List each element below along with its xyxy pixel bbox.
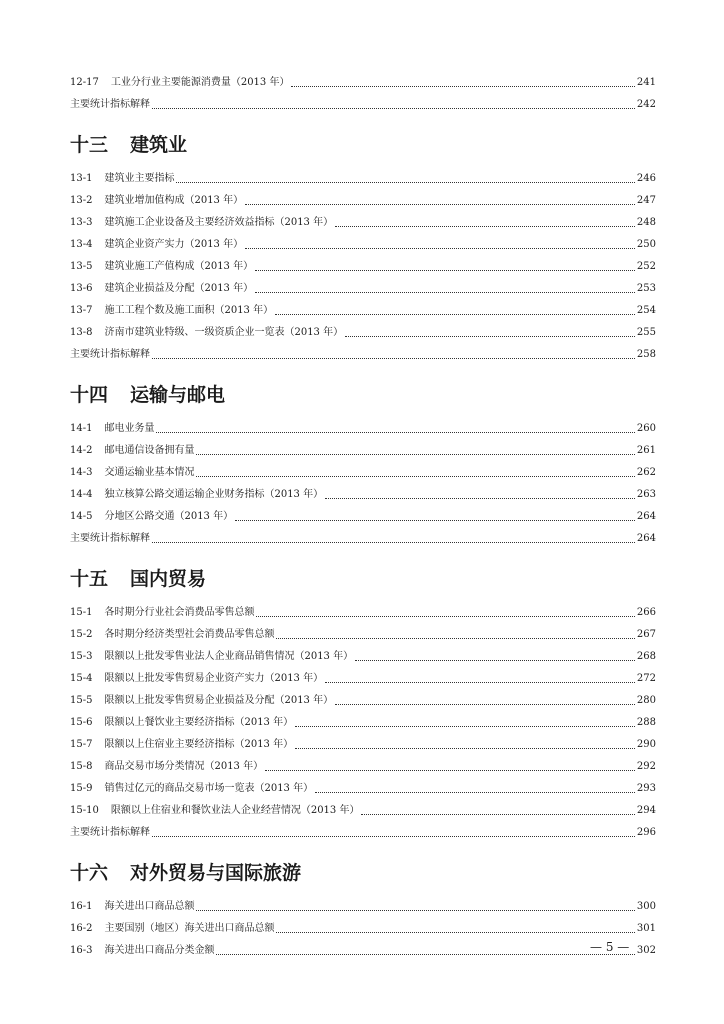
section-number: 十三 [70, 133, 109, 156]
dot-leader [361, 814, 634, 815]
dot-leader [196, 476, 634, 477]
section-title: 建筑业 [130, 133, 188, 156]
toc-entry-page: 267 [636, 629, 656, 640]
toc-entry-title: 主要统计指标解释 [70, 533, 150, 544]
toc-entry-page: 272 [636, 673, 656, 684]
toc-entry[interactable] [70, 256, 656, 274]
toc-entry-page: 264 [636, 511, 656, 522]
section-heading [70, 128, 187, 158]
toc-entry[interactable] [70, 624, 656, 642]
toc-entry[interactable] [70, 344, 656, 362]
toc-entry-number: 14-3 [70, 467, 93, 478]
page-number: — 5 — [590, 940, 630, 954]
toc-entry[interactable] [70, 190, 656, 208]
toc-entry-number: 13-1 [70, 173, 93, 184]
toc-entry-title: 独立核算公路交通运输企业财务指标（2013 年） [104, 489, 324, 500]
dot-leader [276, 932, 634, 933]
dot-leader [255, 270, 635, 271]
toc-entry-number: 14-5 [70, 511, 93, 522]
toc-entry-title: 限额以上住宿业主要经济指标（2013 年） [104, 739, 294, 750]
section-number: 十六 [70, 861, 109, 884]
toc-entry-number: 15-9 [70, 783, 93, 794]
toc-entry-number: 15-4 [70, 673, 93, 684]
toc-entry-title: 建筑企业资产实力（2013 年） [104, 239, 244, 250]
toc-entry-title: 主要统计指标解释 [70, 99, 150, 110]
toc-entry-title: 限额以上批发零售业法人企业商品销售情况（2013 年） [104, 651, 354, 662]
toc-entry-number: 15-7 [70, 739, 93, 750]
toc-entry-number: 15-1 [70, 607, 93, 618]
toc-entry-number: 15-3 [70, 651, 93, 662]
toc-entry-number: 16-1 [70, 901, 93, 912]
toc-entry[interactable] [70, 462, 656, 480]
toc-entry-page: 246 [636, 173, 656, 184]
dot-leader [295, 726, 635, 727]
dot-leader [291, 86, 634, 87]
toc-entry-title: 建筑施工企业设备及主要经济效益指标（2013 年） [104, 217, 334, 228]
toc-entry-page: 296 [636, 827, 656, 838]
toc-entry[interactable] [70, 418, 656, 436]
section-title: 对外贸易与国际旅游 [130, 861, 302, 884]
toc-entry-page: 268 [636, 651, 656, 662]
toc-entry-title: 济南市建筑业特级、一级资质企业一览表（2013 年） [104, 327, 344, 338]
toc-entry-page: 260 [636, 423, 656, 434]
section-title: 国内贸易 [130, 567, 207, 590]
dot-leader [216, 954, 634, 955]
toc-entry[interactable] [70, 506, 656, 524]
toc-entry-title: 主要统计指标解释 [70, 349, 150, 360]
section-number: 十五 [70, 567, 109, 590]
toc-entry-page: 262 [636, 467, 656, 478]
toc-entry[interactable] [70, 822, 656, 840]
toc-entry[interactable] [70, 712, 656, 730]
dot-leader [295, 748, 635, 749]
toc-entry[interactable] [70, 646, 656, 664]
toc-entry[interactable] [70, 940, 656, 958]
dot-leader [152, 108, 635, 109]
toc-entry-number: 15-8 [70, 761, 93, 772]
dot-leader [325, 682, 635, 683]
dot-leader [335, 226, 635, 227]
dot-leader [245, 204, 635, 205]
dot-leader [196, 910, 634, 911]
toc-entry[interactable] [70, 278, 656, 296]
toc-entry[interactable] [70, 212, 656, 230]
toc-entry-page: 250 [636, 239, 656, 250]
toc-entry-number: 15-5 [70, 695, 93, 706]
toc-entry[interactable] [70, 484, 656, 502]
dot-leader [152, 542, 635, 543]
dot-leader [335, 704, 635, 705]
toc-entry-title: 限额以上住宿业和餐饮业法人企业经营情况（2013 年） [110, 805, 360, 816]
toc-entry-number: 13-3 [70, 217, 93, 228]
toc-entry-page: 241 [636, 77, 656, 88]
toc-entry-page: 264 [636, 533, 656, 544]
toc-entry[interactable] [70, 234, 656, 252]
toc-entry[interactable] [70, 322, 656, 340]
dot-leader [265, 770, 635, 771]
toc-entry-number: 16-2 [70, 923, 93, 934]
toc-entry[interactable] [70, 528, 656, 546]
toc-entry-title: 建筑业施工产值构成（2013 年） [104, 261, 254, 272]
toc-entry-page: 248 [636, 217, 656, 228]
dot-leader [355, 660, 635, 661]
toc-entry-number: 14-4 [70, 489, 93, 500]
toc-entry[interactable] [70, 918, 656, 936]
toc-entry[interactable] [70, 896, 656, 914]
toc-entry-title: 主要统计指标解释 [70, 827, 150, 838]
toc-entry-title: 海关进出口商品总额 [104, 901, 195, 912]
toc-entry-page: 252 [636, 261, 656, 272]
toc-entry-page: 300 [636, 901, 656, 912]
section-heading [70, 856, 301, 886]
dot-leader [235, 520, 635, 521]
toc-entry-number: 13-2 [70, 195, 93, 206]
dot-leader [245, 248, 635, 249]
dot-leader [152, 358, 635, 359]
toc-entry[interactable] [70, 690, 656, 708]
dot-leader [152, 836, 635, 837]
toc-entry[interactable] [70, 756, 656, 774]
toc-entry-page: 242 [636, 99, 656, 110]
toc-entry-title: 商品交易市场分类情况（2013 年） [104, 761, 264, 772]
section-number: 十四 [70, 383, 109, 406]
toc-entry[interactable] [70, 94, 656, 112]
dot-leader [156, 432, 634, 433]
toc-entry-title: 限额以上批发零售贸易企业资产实力（2013 年） [104, 673, 324, 684]
toc-entry[interactable] [70, 778, 656, 796]
toc-entry[interactable] [70, 800, 656, 818]
toc-entry-number: 14-2 [70, 445, 93, 456]
toc-entry-number: 13-4 [70, 239, 93, 250]
toc-entry-page: 261 [636, 445, 656, 456]
section-heading [70, 562, 206, 592]
toc-entry[interactable] [70, 300, 656, 318]
toc-entry-number: 13-7 [70, 305, 93, 316]
dot-leader [275, 314, 635, 315]
dot-leader [325, 498, 635, 499]
toc-entry-number: 13-8 [70, 327, 93, 338]
toc-entry-page: 266 [636, 607, 656, 618]
dot-leader [276, 638, 634, 639]
toc-entry[interactable] [70, 440, 656, 458]
toc-entry-title: 主要国别（地区）海关进出口商品总额 [104, 923, 275, 934]
section-title: 运输与邮电 [130, 383, 226, 406]
toc-entry-page: 258 [636, 349, 656, 360]
toc-entry-title: 建筑企业损益及分配（2013 年） [104, 283, 254, 294]
toc-entry-page: 294 [636, 805, 656, 816]
toc-entry-page: 293 [636, 783, 656, 794]
toc-entry-page: 292 [636, 761, 656, 772]
toc-entry[interactable] [70, 168, 656, 186]
toc-entry-title: 限额以上餐饮业主要经济指标（2013 年） [104, 717, 294, 728]
toc-entry-page: 301 [636, 923, 656, 934]
toc-entry-title: 销售过亿元的商品交易市场一览表（2013 年） [104, 783, 314, 794]
toc-entry-number: 16-3 [70, 945, 93, 956]
toc-entry-title: 交通运输业基本情况 [104, 467, 195, 478]
dot-leader [256, 616, 634, 617]
toc-entry-title: 各时期分经济类型社会消费品零售总额 [104, 629, 275, 640]
toc-entry-number: 15-6 [70, 717, 93, 728]
toc-entry-title: 限额以上批发零售贸易企业损益及分配（2013 年） [104, 695, 334, 706]
section-heading [70, 378, 225, 408]
toc-entry-page: 280 [636, 695, 656, 706]
toc-entry-page: 247 [636, 195, 656, 206]
toc-entry-page: 255 [636, 327, 656, 338]
toc-entry-title: 工业分行业主要能源消费量（2013 年） [110, 77, 290, 88]
dot-leader [345, 336, 635, 337]
toc-entry[interactable] [70, 734, 656, 752]
toc-entry-title: 建筑业增加值构成（2013 年） [104, 195, 244, 206]
toc-entry-title: 各时期分行业社会消费品零售总额 [104, 607, 255, 618]
toc-entry-number: 15-10 [70, 805, 99, 816]
toc-entry-title: 邮电业务量 [104, 423, 155, 434]
toc-entry-number: 12-17 [70, 77, 99, 88]
toc-entry-title: 分地区公路交通（2013 年） [104, 511, 234, 522]
toc-entry-title: 邮电通信设备拥有量 [104, 445, 195, 456]
toc-entry-page: 254 [636, 305, 656, 316]
toc-entry[interactable] [70, 668, 656, 686]
dot-leader [196, 454, 634, 455]
toc-entry-page: 288 [636, 717, 656, 728]
toc-entry-title: 施工工程个数及施工面积（2013 年） [104, 305, 274, 316]
dot-leader [176, 182, 634, 183]
toc-entry-page: 263 [636, 489, 656, 500]
toc-entry-page: 290 [636, 739, 656, 750]
toc-entry-number: 15-2 [70, 629, 93, 640]
toc-entry[interactable] [70, 602, 656, 620]
toc-entry-page: 302 [636, 945, 656, 956]
toc-entry-page: 253 [636, 283, 656, 294]
dot-leader [255, 292, 635, 293]
dot-leader [315, 792, 635, 793]
toc-entry-title: 海关进出口商品分类金额 [104, 945, 215, 956]
toc-entry-number: 13-5 [70, 261, 93, 272]
toc-entry-number: 14-1 [70, 423, 93, 434]
toc-entry-number: 13-6 [70, 283, 93, 294]
toc-entry-title: 建筑业主要指标 [104, 173, 175, 184]
toc-entry[interactable] [70, 72, 656, 90]
